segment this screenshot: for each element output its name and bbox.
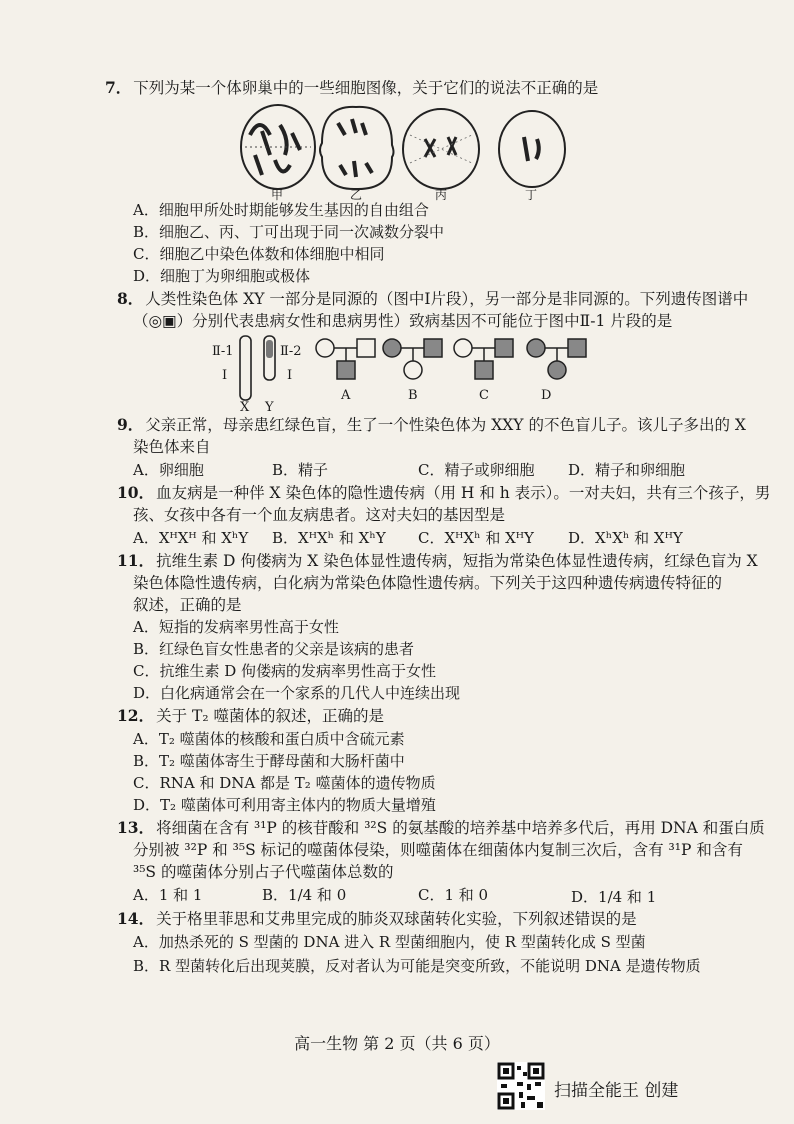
q7-option-b: B．细胞乙、丙、丁可出现于同一次减数分裂中	[133, 223, 445, 241]
cell-bing-icon	[403, 109, 479, 189]
question-13-line-2: 分别被 ³²P 和 ³⁵S 标记的噬菌体侵染，则噬菌体在细菌体内复制三次后，含有 ³¹P 和含有	[133, 841, 743, 859]
question-7: 7． 下列为某一个体卵巢中的一些细胞图像，关于它们的说法不正确的是	[105, 78, 599, 97]
q12-option-d: D．T₂ 噬菌体可利用寄主体内的物质大量增殖	[133, 796, 436, 814]
cell-yi-icon	[320, 107, 394, 189]
q7-option-c: C．细胞乙中染色体数和体细胞中相同	[133, 245, 385, 263]
q11-option-a: A．短指的发病率男性高于女性	[133, 618, 339, 636]
question-8-line-2: （◎▣）分别代表患病女性和患病男性）致病基因不可能位于图中Ⅱ-1 片段的是	[133, 312, 673, 330]
pedigree-label-d: D	[541, 388, 552, 403]
question-12: 12． 关于 T₂ 噬菌体的叙述，正确的是	[117, 706, 384, 725]
q11-option-c: C．抗维生素 D 佝偻病的发病率男性高于女性	[133, 662, 437, 680]
q9-option-d: D．精子和卵细胞	[568, 461, 686, 479]
question-11-line-3: 叙述，正确的是	[133, 596, 242, 614]
chromosome-label-i-left: I	[222, 368, 228, 383]
pedigree-label-b: B	[408, 388, 418, 403]
x-chromosome-icon	[240, 336, 251, 400]
question-13-line-1: 13． 将细菌在含有 ³¹P 的核苷酸和 ³²S 的氨基酸的培养基中培养多代后，再用 DNA 和蛋白质	[117, 818, 765, 837]
q14-option-b: B．R 型菌转化后出现荚膜，反对者认为可能是突变所致，不能说明 DNA 是遗传物质	[133, 957, 701, 975]
q7-option-a: A．细胞甲所处时期能够发生基因的自由组合	[133, 201, 429, 219]
question-10-line-2: 孩、女孩中各有一个血友病患者。这对夫妇的基因型是	[133, 506, 506, 524]
pedigree-label-a: A	[341, 388, 351, 403]
cell-jia-icon	[241, 105, 315, 189]
q7-option-d: D．细胞丁为卵细胞或极体	[133, 267, 311, 285]
q13-option-a: A．1 和 1	[133, 886, 203, 904]
q10-option-c: C．XᴴXʰ 和 XᴴY	[418, 529, 534, 547]
question-9-line-2: 染色体来自	[133, 438, 211, 456]
page-footer: 高一生物 第 2 页（共 6 页）	[294, 1034, 500, 1053]
label-yi: 乙	[349, 188, 362, 202]
q12-option-b: B．T₂ 噬菌体寄生于酵母菌和大肠杆菌中	[133, 752, 405, 770]
label-bing: 丙	[434, 188, 447, 202]
q9-option-b: B．精子	[272, 461, 329, 479]
question-13-line-3: ³⁵S 的噬菌体分别占子代噬菌体总数的	[133, 863, 394, 881]
q13-option-c: C．1 和 0	[418, 886, 489, 904]
cell-ding-icon	[499, 111, 565, 187]
question-11-line-1: 11． 抗维生素 D 佝偻病为 X 染色体显性遗传病，短指为常染色体显性遗传病，红绿色盲为 X	[117, 551, 758, 570]
label-jia: 甲	[270, 188, 283, 202]
qr-code-icon	[497, 1062, 545, 1110]
q10-option-b: B．XᴴXʰ 和 XʰY	[272, 529, 386, 547]
question-9-line-1: 9． 父亲正常，母亲患红绿色盲，生了一个性染色体为 XXY 的不色盲儿子。该儿子多出的 X	[117, 415, 746, 434]
pedigree-figure	[0, 330, 794, 410]
question-8-line-1: 8． 人类性染色体 XY 一部分是同源的（图中I片段），另一部分是非同源的。下列遗传图谱中	[117, 289, 749, 308]
chromosome-label-y: Y	[265, 400, 274, 415]
label-ding: 丁	[524, 188, 537, 202]
scanner-watermark: 扫描全能王 创建	[554, 1081, 679, 1101]
q14-option-a: A．加热杀死的 S 型菌的 DNA 进入 R 型菌细胞内，使 R 型菌转化成 S 型菌	[133, 933, 646, 951]
chromosome-label-ii1: Ⅱ-1	[212, 344, 234, 359]
q12-option-a: A．T₂ 噬菌体的核酸和蛋白质中含硫元素	[133, 730, 405, 748]
chromosome-label-x: X	[240, 400, 250, 415]
chromosome-label-i-right: I	[287, 368, 293, 383]
question-11-line-2: 染色体隐性遗传病，白化病为常染色体隐性遗传病。下列关于这四种遗传病遗传特征的	[133, 574, 723, 592]
q10-option-d: D．XʰXʰ 和 XᴴY	[568, 529, 683, 547]
q9-option-c: C．精子或卵细胞	[418, 461, 535, 479]
q9-option-a: A．卵细胞	[133, 461, 204, 479]
q12-option-c: C．RNA 和 DNA 都是 T₂ 噬菌体的遗传物质	[133, 774, 436, 792]
pedigree-label-c: C	[479, 388, 489, 403]
q11-option-b: B．红绿色盲女性患者的父亲是该病的患者	[133, 640, 415, 658]
chromosome-label-ii2: Ⅱ-2	[280, 344, 302, 359]
question-10-line-1: 10． 血友病是一种伴 X 染色体的隐性遗传病（用 H 和 h 表示）。一对夫妇，共有三个孩子，男	[117, 483, 771, 502]
q13-option-b: B．1/4 和 0	[262, 886, 347, 904]
question-14: 14． 关于格里菲思和艾弗里完成的肺炎双球菌转化实验，下列叙述错误的是	[117, 909, 637, 928]
cell-figure-group	[0, 95, 794, 295]
q10-option-a: A．XᴴXᴴ 和 XʰY	[133, 529, 249, 547]
q11-option-d: D．白化病通常会在一个家系的几代人中连续出现	[133, 684, 461, 702]
q13-option-d: D．1/4 和 1	[571, 888, 657, 906]
